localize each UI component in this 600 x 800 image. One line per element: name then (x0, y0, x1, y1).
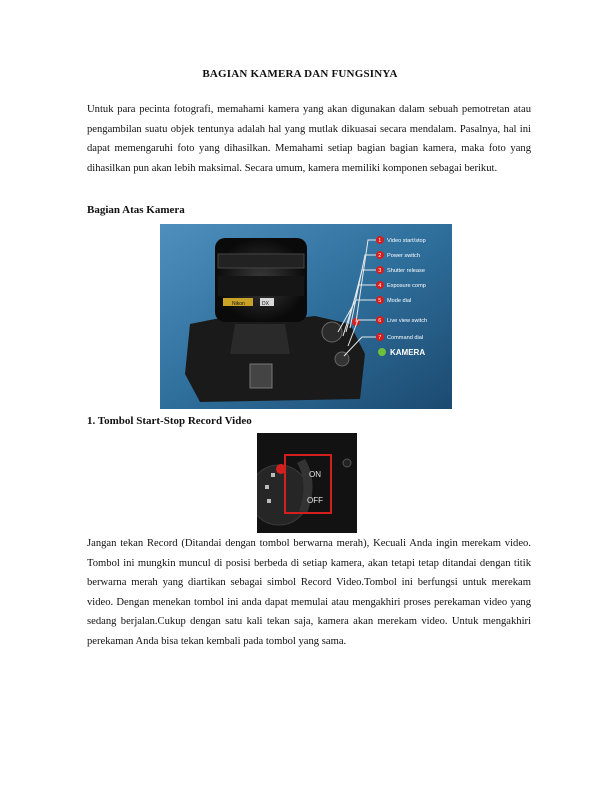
camera-top-diagram (160, 224, 452, 409)
command-dial (335, 352, 349, 366)
label-text: Live view switch (387, 318, 428, 325)
hot-shoe (250, 364, 272, 388)
label-number: 6 (378, 318, 382, 325)
camera-lens (215, 238, 307, 322)
lens-model-text: DX (262, 301, 269, 307)
label-number: 1 (378, 238, 382, 245)
label-number: 2 (378, 253, 382, 260)
power-switch-photo (257, 433, 357, 533)
subsection-heading: 1. Tombol Start-Stop Record Video (87, 415, 252, 427)
label-number: 4 (378, 283, 382, 290)
label-item (376, 251, 420, 259)
intro-paragraph: Untuk para pecinta fotografi, memahami kamera yang akan digunakan dalam sebuah pemotretan atau pengambilan suatu objek tentunya adalah hal yang mutlak dikuasai secara mendalam. Pasalnya, hal ini dapat memengaruhi foto yang dihasilkan. Memahami setiap bagian bagian kamera, maka foto yang dihasilkan pun akan lebih maksimal. Secara umum, kamera memiliki komponen sebagai berikut. (87, 104, 531, 174)
label-number: 5 (378, 298, 382, 305)
label-text: Command dial (387, 335, 424, 342)
lens-brand-text: Nikon (232, 301, 245, 307)
brand-watermark: KAMERA (390, 348, 426, 357)
switch-on-label: ON (309, 470, 321, 479)
label-text: Mode dial (387, 298, 412, 305)
viewfinder-prism (230, 324, 290, 354)
label-text: Video start/stop (387, 238, 426, 245)
small-button (343, 459, 351, 467)
label-item (376, 296, 411, 304)
mode-dial (322, 322, 342, 342)
label-number: 3 (378, 268, 382, 275)
label-text: Power switch (387, 253, 420, 260)
label-text: Exposure comp (387, 283, 426, 290)
switch-off-label: OFF (307, 496, 323, 505)
label-number: 7 (378, 335, 382, 342)
label-text: Shutter release (387, 268, 425, 275)
section-heading: Bagian Atas Kamera (87, 204, 185, 216)
body-paragraph: Jangan tekan Record (Ditandai dengan tombol berwarna merah), Kecuali Anda ingin merekam video. Tombol ini mungkin muncul di posisi berbeda di setiap kamera, akan tetapi tetap ditandai dengan titik berwarna merah yang diartikan sebagai simbol Record Video.Tombol ini berfungsi untuk merekam video. Dengan menekan tombol ini anda dapat memulai atau mengakhiri proses perekaman video yang sedang berjalan.Cukup dengan satu kali tekan saja, kamera akan merekam video. Untuk mengakhiri perekaman Anda bisa tekan kembali pada tombol yang sama. (87, 538, 531, 647)
brand-logo-icon (378, 348, 386, 356)
document-title: BAGIAN KAMERA DAN FUNGSINYA (202, 68, 398, 80)
